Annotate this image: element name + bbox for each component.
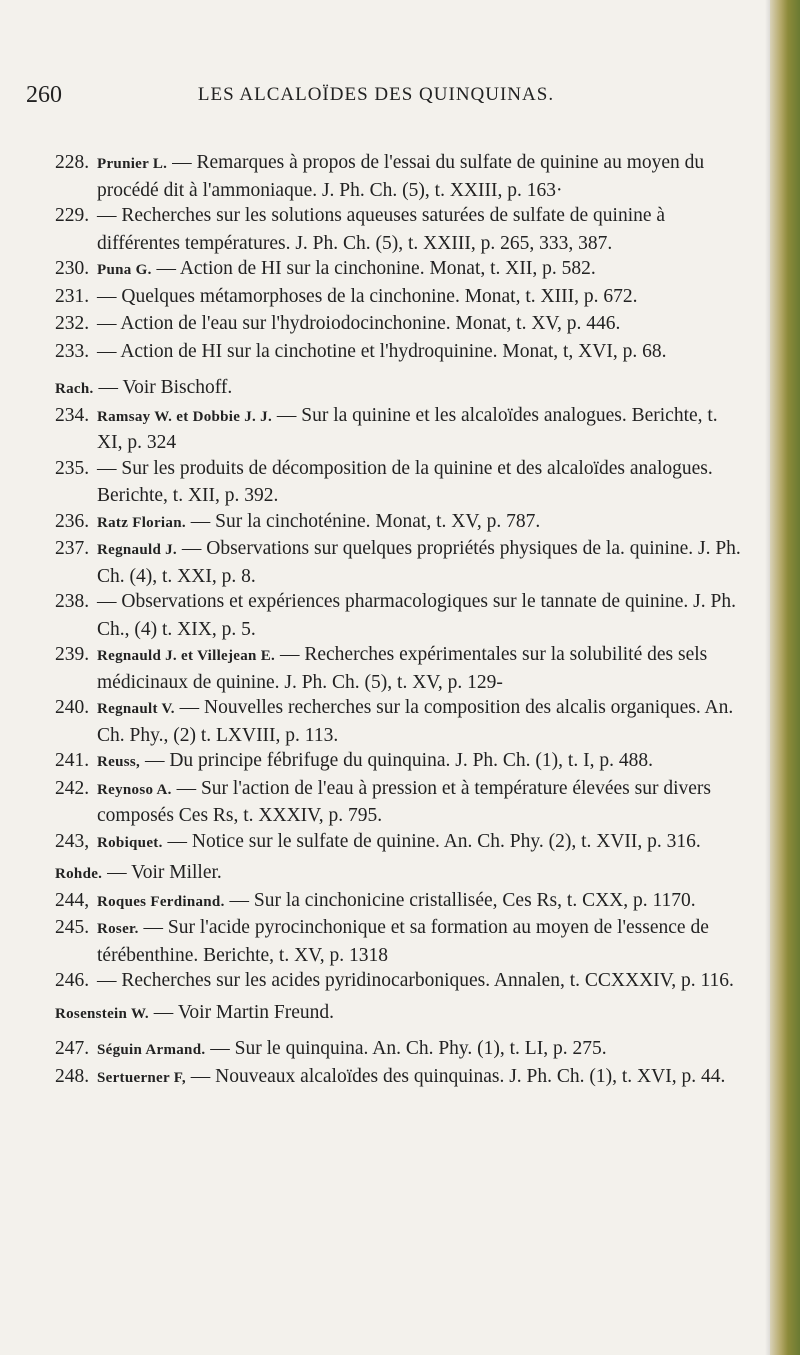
bibliography-list	[0, 150, 772, 1091]
entry-author: Sertuerner F,	[97, 1069, 186, 1086]
entry-separator: —	[205, 1038, 235, 1059]
bibliography-entry	[0, 203, 744, 256]
entry-separator: —	[97, 970, 122, 991]
entry-text: Observations et expériences pharmacologiques sur le tannate de quinine. J. Ph. Ch., (4) t. XIX, p. 5.	[97, 591, 736, 640]
entry-number: 238.	[55, 591, 90, 612]
bibliography-entry	[0, 284, 744, 312]
bibliography-entry	[0, 589, 744, 642]
entry-separator: —	[97, 205, 122, 226]
bibliography-entry	[0, 1064, 744, 1092]
bibliography-entry	[0, 456, 744, 509]
entry-separator: —	[151, 258, 180, 279]
entry-text: Action de HI sur la cinchotine et l'hydroquinine. Monat, t, XVI, p. 68.	[120, 340, 667, 362]
entry-text: Sur les produits de décomposition de la quinine et des alcaloïdes analogues. Berichte, t. XII, p. 392.	[97, 457, 713, 506]
entry-author: Prunier L.	[97, 156, 168, 172]
page-number: 260	[26, 82, 62, 108]
entry-separator: —	[272, 404, 302, 426]
entry-author: Ramsay W. et Dobbie J. J.	[97, 408, 273, 425]
bibliography-entry	[0, 536, 744, 589]
entry-text: Sur la cinchoténine. Monat, t. XV, p. 787.	[215, 510, 541, 532]
entry-text: Notice sur le sulfate de quinine. An. Ch. Phy. (2), t. XVII, p. 316.	[191, 830, 701, 852]
bibliography-entry	[0, 403, 744, 456]
entry-separator: —	[148, 1001, 178, 1023]
entry-text: Sur la quinine et les alcaloïdes analogues. Berichte, t. XI, p. 324	[97, 404, 718, 453]
bibliography-entry	[0, 339, 744, 367]
entry-text: Voir Miller.	[131, 862, 222, 883]
entry-separator: —	[97, 591, 122, 612]
entry-text: Sur la cinchonicine cristallisée, Ces Rs, t. CXX, p. 1170.	[253, 889, 696, 911]
bibliography-entry	[0, 968, 744, 996]
entry-text: Recherches expérimentales sur la solubilité des sels médicinaux de quinine. J. Ph. Ch. (5), t. XV, p. 129-	[97, 644, 708, 693]
bibliography-entry	[0, 311, 744, 339]
entry-author: Robiquet.	[97, 834, 163, 851]
entry-number: 240.	[55, 697, 90, 718]
entry-author: Roser.	[97, 921, 139, 937]
entry-text: Observations sur quelques propriétés physiques de la. quinine. J. Ph. Ch. (4), t. XXI, p. 8.	[97, 538, 741, 587]
entry-text: Sur l'action de l'eau à pression et à température élevées sur divers composés Ces Rs, t. XXXIV, p. 795.	[97, 777, 711, 826]
entry-text: Sur le quinquina. An. Ch. Phy. (1), t. LI, p. 275.	[234, 1038, 607, 1059]
bibliography-entry	[0, 509, 744, 537]
entry-number: 241.	[55, 750, 90, 771]
bibliography-entry	[0, 150, 744, 203]
entry-author: Puna G.	[97, 262, 152, 278]
entry-number: 237.	[55, 538, 90, 559]
cross-reference-entry	[0, 375, 744, 403]
entry-author: Regnauld J. et Villejean E.	[97, 648, 276, 664]
entry-number: 248.	[55, 1065, 90, 1087]
bibliography-entry	[0, 829, 744, 857]
entry-number: 231.	[55, 285, 90, 307]
entry-text: Action de HI sur la cinchonine. Monat, t. XII, p. 582.	[179, 258, 596, 279]
cross-reference-entry	[0, 860, 744, 888]
entry-number: 244,	[55, 889, 90, 911]
entry-number: 247.	[55, 1038, 90, 1059]
bibliography-entry	[0, 915, 744, 968]
entry-author: Rach.	[55, 381, 94, 397]
entry-text: Du principe fébrifuge du quinquina. J. Ph. Ch. (1), t. I, p. 488.	[169, 750, 653, 771]
entry-separator: —	[102, 862, 132, 883]
entry-author: Rosenstein W.	[55, 1005, 149, 1022]
entry-separator: —	[171, 777, 201, 799]
entry-number: 245.	[55, 917, 90, 938]
entry-author: Regnault V.	[97, 701, 175, 717]
entry-number: 236.	[55, 510, 90, 532]
entry-separator: —	[93, 377, 123, 398]
entry-number: 235.	[55, 457, 90, 479]
bibliography-entry	[0, 642, 744, 695]
bibliography-entry	[0, 256, 744, 284]
entry-text: Recherches sur les acides pyridinocarboniques. Annalen, t. CCXXXIV, p. 116.	[121, 970, 734, 991]
bibliography-entry	[0, 776, 744, 829]
entry-separator: —	[97, 285, 122, 307]
entry-separator: —	[97, 313, 121, 334]
entry-number: 239.	[55, 644, 90, 665]
entry-separator: —	[97, 457, 122, 479]
entry-text: Voir Martin Freund.	[177, 1001, 334, 1023]
entry-author: Séguin Armand.	[97, 1042, 206, 1058]
entry-number: 242.	[55, 777, 90, 799]
entry-text: Recherches sur les solutions aqueuses saturées de sulfate de quinine à différentes températures. J. Ph. Ch. (5), t. XXIII, p. 265, 333, 387.	[97, 205, 666, 254]
entry-number: 243,	[55, 830, 90, 852]
entry-text: Action de l'eau sur l'hydroiodocinchonine. Monat, t. XV, p. 446.	[120, 313, 621, 334]
entry-author: Reuss,	[97, 754, 141, 770]
entry-separator: —	[162, 830, 192, 852]
entry-number: 228.	[55, 152, 90, 173]
book-edge	[770, 0, 800, 1355]
entry-text: Nouveaux alcaloïdes des quinquinas. J. Ph. Ch. (1), t. XVI, p. 44.	[215, 1065, 726, 1087]
entry-author: Regnauld J.	[97, 542, 177, 558]
entry-separator: —	[224, 889, 254, 911]
entry-separator: —	[275, 644, 305, 665]
entry-separator: —	[185, 510, 216, 532]
entry-separator: —	[167, 152, 197, 173]
entry-text: Remarques à propos de l'essai du sulfate de quinine au moyen du procédé dit à l'ammoniaque. J. Ph. Ch. (5), t. XXIII, p. 163·	[97, 152, 705, 201]
bibliography-entry	[0, 1036, 744, 1064]
entry-number: 233.	[55, 340, 90, 362]
entry-separator: —	[140, 750, 170, 771]
entry-author: Rohde.	[55, 866, 103, 882]
entry-separator: —	[174, 697, 205, 718]
entry-text: Nouvelles recherches sur la composition des alcalis organiques. An. Ch. Phy., (2) t. LXVIII, p. 113.	[97, 697, 734, 746]
entry-author: Ratz Florian.	[97, 514, 186, 531]
entry-author: Reynoso A.	[97, 781, 172, 798]
entry-text: Sur l'acide pyrocinchonique et sa formation au moyen de l'essence de térébenthine. Berichte, t. XV, p. 1318	[97, 917, 709, 966]
entry-separator: —	[177, 538, 207, 559]
entry-number: 229.	[55, 205, 90, 226]
entry-text: Quelques métamorphoses de la cinchonine. Monat, t. XIII, p. 672.	[121, 285, 638, 307]
entry-separator: —	[97, 340, 121, 362]
bibliography-entry	[0, 888, 744, 916]
entry-separator: —	[138, 917, 168, 938]
bibliography-entry	[0, 748, 744, 776]
entry-number: 246.	[55, 970, 90, 991]
page-header	[26, 82, 746, 118]
entry-separator: —	[185, 1065, 216, 1087]
entry-number: 234.	[55, 404, 90, 426]
bibliography-entry	[0, 695, 744, 748]
entry-text: Voir Bischoff.	[122, 377, 233, 398]
cross-reference-entry	[0, 1000, 744, 1028]
entry-number: 232.	[55, 313, 90, 334]
running-title: LES ALCALOÏDES DES QUINQUINAS.	[197, 84, 555, 105]
entry-number: 230.	[55, 258, 90, 279]
entry-author: Roques Ferdinand.	[97, 893, 225, 910]
